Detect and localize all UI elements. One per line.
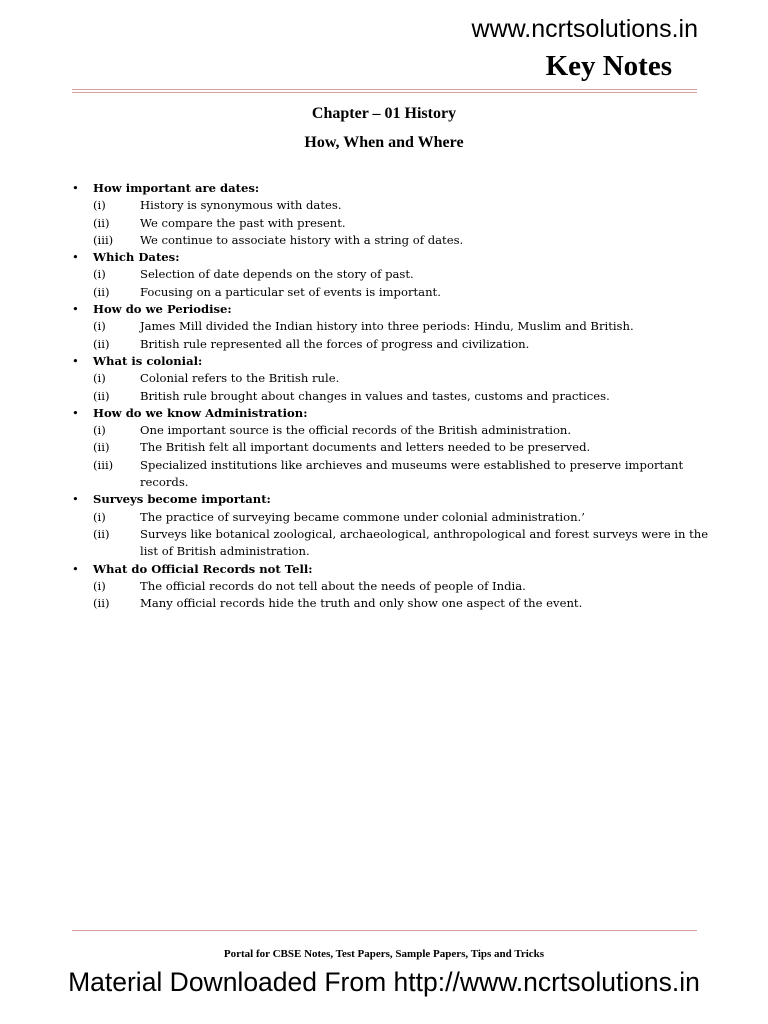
list-item [72, 284, 712, 301]
key-notes-title: Key Notes [545, 50, 672, 82]
item-number: (ii) [93, 596, 110, 611]
item-number: (ii) [93, 440, 110, 455]
item-text: British rule represented all the forces of progress and civilization. [140, 336, 530, 351]
item-text: Specialized institutions like archieves and museums were established to preserve important records. [140, 457, 684, 490]
topic-heading-text: What do Official Records not Tell: [93, 561, 313, 576]
topic-heading [72, 249, 712, 266]
list-item [72, 526, 712, 561]
item-number: (i) [93, 578, 106, 593]
download-text[interactable]: Material Downloaded From http://www.ncrtsolutions.in [68, 967, 700, 997]
topic-heading-text: How important are dates: [93, 181, 260, 195]
topic-heading [72, 491, 712, 508]
item-number: (i) [93, 319, 106, 334]
topic-heading [72, 301, 712, 318]
list-item [72, 457, 712, 492]
bullet-icon: • [72, 492, 79, 507]
item-text: One important source is the official records of the British administration. [140, 423, 572, 438]
topic [72, 180, 712, 249]
topic-heading [72, 405, 712, 422]
topic [72, 491, 712, 560]
list-item [72, 509, 712, 526]
topic-heading [72, 180, 712, 197]
list-item [72, 197, 712, 214]
portal-text: Portal for CBSE Notes, Test Papers, Sample Papers, Tips and Tricks [223, 948, 545, 960]
bullet-icon: • [72, 353, 79, 368]
item-number: (i) [93, 267, 106, 282]
item-text: We continue to associate history with a string of dates. [140, 232, 464, 247]
list-item [72, 595, 712, 612]
item-number: (ii) [93, 215, 110, 230]
item-text: Surveys like botanical zoological, archaeological, anthropological and forest surveys were in the list of British administration. [140, 526, 709, 559]
list-item [72, 336, 712, 353]
item-number: (i) [93, 198, 106, 213]
list-item [72, 318, 712, 335]
item-text: History is synonymous with dates. [140, 198, 342, 213]
topic-heading [72, 353, 712, 370]
topic [72, 353, 712, 405]
topic [72, 405, 712, 491]
header-divider [72, 89, 697, 93]
bullet-icon: • [72, 250, 79, 265]
site-url[interactable]: www.ncrtsolutions.in [471, 15, 698, 43]
topic-heading-text: How do we Periodise: [93, 302, 232, 317]
bullet-icon: • [72, 405, 79, 420]
list-item [72, 439, 712, 456]
item-text: The practice of surveying became commone under colonial administration.’ [140, 509, 585, 524]
bullet-icon: • [72, 561, 79, 576]
item-number: (ii) [93, 388, 110, 403]
list-item [72, 370, 712, 387]
list-item [72, 422, 712, 439]
topic [72, 249, 712, 301]
item-text: The British felt all important documents and letters needed to be preserved. [140, 440, 591, 455]
topic [72, 561, 712, 613]
item-number: (iii) [93, 232, 114, 247]
list-item [72, 266, 712, 283]
item-text: We compare the past with present. [140, 215, 346, 230]
topic-heading-text: How do we know Administration: [93, 405, 308, 420]
topic [72, 301, 712, 353]
footer-divider [72, 930, 697, 931]
item-text: James Mill divided the Indian history into three periods: Hindu, Muslim and British. [140, 319, 634, 334]
topic-heading-text: Surveys become important: [93, 492, 271, 507]
list-item [72, 388, 712, 405]
item-number: (i) [93, 371, 106, 386]
bullet-icon: • [72, 181, 79, 195]
item-number: (ii) [93, 284, 110, 299]
bullet-icon: • [72, 302, 79, 317]
item-text: Focusing on a particular set of events is important. [140, 284, 441, 299]
item-number: (i) [93, 509, 106, 524]
topic-heading [72, 561, 712, 578]
list-item [72, 578, 712, 595]
item-number: (i) [93, 423, 106, 438]
item-number: (ii) [93, 526, 110, 541]
item-text: Many official records hide the truth and only show one aspect of the event. [140, 596, 583, 611]
item-number: (iii) [93, 457, 114, 472]
list-item [72, 232, 712, 249]
item-text: Selection of date depends on the story of past. [140, 267, 414, 282]
item-text: Colonial refers to the British rule. [140, 371, 340, 386]
topic-heading-text: Which Dates: [93, 250, 180, 265]
item-text: The official records do not tell about the needs of people of India. [140, 578, 526, 593]
chapter-subtitle: How, When and Where [304, 134, 464, 151]
chapter-title: Chapter – 01 History [311, 105, 457, 122]
item-text: British rule brought about changes in values and tastes, customs and practices. [140, 388, 610, 403]
notes-list [72, 180, 712, 612]
topic-heading-text: What is colonial: [93, 353, 203, 368]
item-number: (ii) [93, 336, 110, 351]
list-item [72, 215, 712, 232]
